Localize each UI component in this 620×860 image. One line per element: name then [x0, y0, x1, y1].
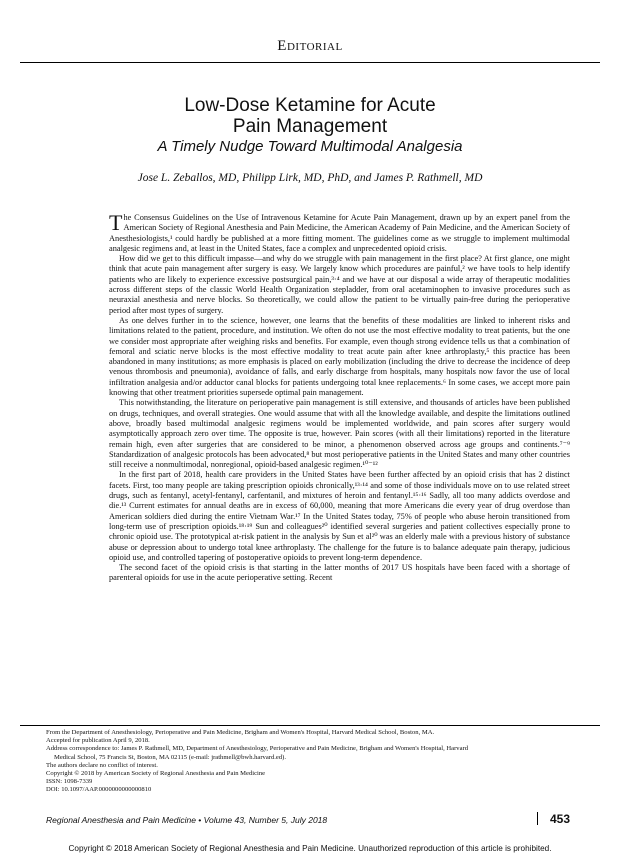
footnotes: [46, 729, 566, 795]
footnote-issn: ISSN: 1098-7339: [46, 778, 93, 786]
footnote-correspondence: Address correspondence to: James P. Rathmell, MD, Department of Anesthesiology, Perioperative and Pain Medicine, Brigham and Women's Hospital, Harvard: [46, 745, 469, 753]
section-label: Editorial: [277, 38, 343, 54]
title-line-2: Pain Management: [232, 116, 388, 137]
page-number-divider: [537, 812, 538, 825]
footnote-affiliation: From the Department of Anesthesiology, Perioperative and Pain Medicine, Brigham and Women's Hospital, Harvard Medical School, Boston, MA.: [46, 729, 435, 736]
paragraph-1: [109, 210, 570, 254]
title-line-1: Low-Dose Ketamine for Acute: [184, 95, 436, 116]
journal-citation: Regional Anesthesia and Pain Medicine • Volume 43, Number 5, July 2018: [46, 815, 328, 825]
article-subtitle: A Timely Nudge Toward Multimodal Analgesia: [157, 138, 463, 155]
page-number: 453: [549, 812, 570, 826]
paragraph-5: In the first part of 2018, health care providers in the United States have been further affected by an opioid crisis that has 2 distinct facets. First, too many people are taking prescription opioids chronically,¹³·¹⁴ and some of those individuals move on to use related street drugs, such as fentanyl, acetyl-fentanyl, carfentanil, and mixtures of heroin and fentanyl.¹⁵·¹⁶ Sadly, all too many addicts overdose and die.¹³ Current estimates for annual deaths are in excess of 60,000, meaning that more Americans die every year of drug overdose than American soldiers died during the entire Vietnam War.¹⁷ In the United States today, 75% of people who abuse heroin transitioned from long-term use of prescription opioids.¹⁸·¹⁹ Sun and colleagues²⁰ identified several surgeries and patient collectives especially prone to chronic opioid use. The prototypical at-risk patient in the analysis by Sun et al²⁰ was an elderly male with a previous history of substance abuse or depression about to undergo total knee arthroplasty. The challenge for the future is to balance adequate pain therapy, judicious opioid use, and controlled tapering of postoperative opioids to prevent long-term dependence.: [109, 470, 570, 562]
footnote-rule: [20, 725, 600, 726]
paragraph-6: The second facet of the opioid crisis is that starting in the latter months of 2017 US hospitals have been faced with a shortage of parenteral opioids for use in the acute perioperative setting. Recent: [109, 563, 570, 583]
paragraph-4: This notwithstanding, the literature on perioperative pain management is still extensive, and thousands of articles have been published on drugs, techniques, and overall strategies. One would assume that with all the knowledge available, and despite the limitations outlined above, broadly based multimodal analgesic regimens would be implemented worldwide, and pain scores after surgery would asymptotically approach zero over time. The opposite is true, however. Pain scores (with all their limitations) reported in the literature remain high, even after surgeries that are considered to be minor, a phenomenon observed across age groups and continents.⁷⁻⁹ Standardization of analgesic protocols has been advocated,⁸ but most perioperative patients in the United States and many other countries still receive a nonmultimodal, nonregional, opioid-based analgesic regimen.¹⁰⁻¹²: [109, 398, 570, 470]
footnote-copyright: Copyright © 2018 by American Society of Regional Anesthesia and Pain Medicine: [46, 770, 266, 778]
header-rule: [20, 62, 600, 63]
footnote-doi: DOI: 10.1097/AAP.0000000000000810: [46, 786, 152, 794]
paragraph-2: How did we get to this difficult impasse—and why do we struggle with pain management in the first place? At first glance, one might think that acute pain management after surgery is easy. We largely know which procedures are painful,² we have tools to help identify patients who are likely to experience excessive postsurgical pain,³·⁴ and we have at our disposal a wide array of therapeutic modalities across different steps of the classic World Health Organization stepladder, from oral acetaminophen to invasive procedures such as neuraxial anesthesia and nerve blocks. So theoretically, we could allow the patient to be virtually pain-free during the perioperative period after most types of surgery.: [109, 254, 570, 315]
article-body: [109, 210, 570, 584]
copyright-notice: Copyright © 2018 American Society of Regional Anesthesia and Pain Medicine. Unauthorized reproduction of this article is prohibited.: [68, 844, 552, 853]
paragraph-1-text: he Consensus Guidelines on the Use of Intravenous Ketamine for Acute Pain Management, drawn up by an expert panel from the American Society of Regional Anesthesia and Pain Medicine, the American Academy of Pain Medicine, and the American Society of Anesthesiologists,¹ could hardly be published at a more fitting moment. The guidelines come as we struggle to implement multimodal analgesic regimens and, at least in the United States, face a complex and unprecedented opioid crisis.: [109, 213, 570, 253]
footnote-accepted: Accepted for publication April 9, 2018.: [46, 737, 150, 745]
author-list: Jose L. Zeballos, MD, Philipp Lirk, MD, PhD, and James P. Rathmell, MD: [137, 172, 483, 184]
footnote-correspondence-cont: Medical School, 75 Francis St, Boston, MA 02115 (e-mail: jrathmell@bwh.harvard.ed).: [54, 753, 286, 761]
paragraph-3: As one delves further in to the science, however, one learns that the benefits of these modalities are linked to inherent risks and limitations related to the patient, procedure, and institution. We often do not use the most effective modality to treat patients, but the one we consider most appropriate after weighing risks and benefits. For example, even though strong evidence tells us that a combination of femoral and sciatic nerve blocks is the most effective modality to treat acute pain after knee arthroplasty,⁵ this practice has been abandoned in many institutions; as more emphasis is placed on early mobilization (including the drive to decrease the incidence of deep venous thrombosis and pneumonia), avoidance of falls, and early discharge from hospitals, many hospitals now favor the use of local infiltration analgesia and/or adductor canal blocks for patients undergoing total knee replacements.⁶ In some cases, we accept more pain knowing that other treatment priorities supersede optimal pain management.: [109, 315, 570, 398]
drop-cap: T: [109, 210, 123, 235]
article-title: [0, 95, 620, 137]
footnote-conflict: The authors declare no conflict of interest.: [46, 761, 158, 769]
